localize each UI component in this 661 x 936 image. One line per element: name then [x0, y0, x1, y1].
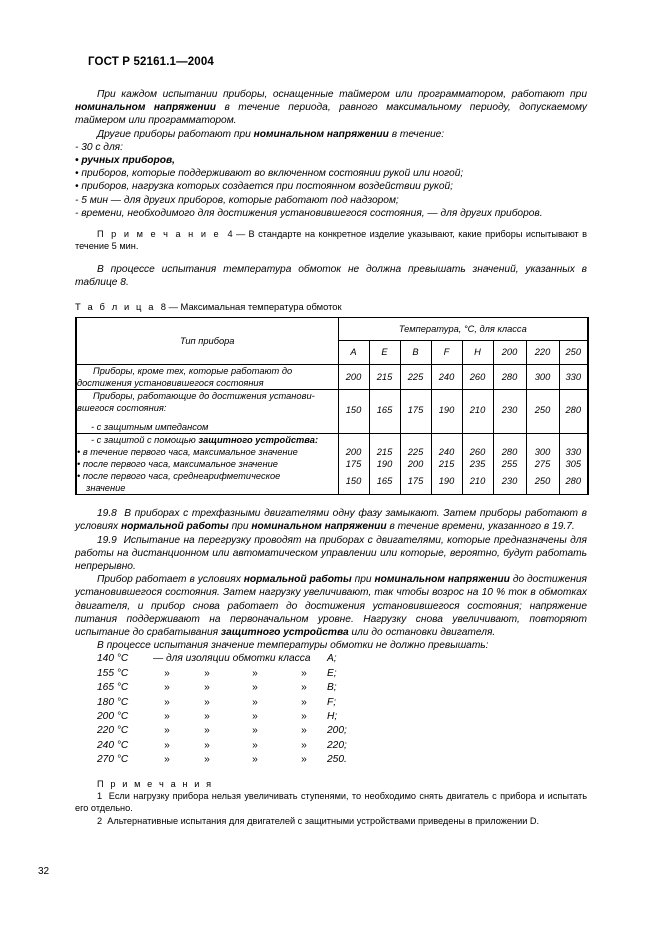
notes-heading-text: П р и м е ч а н и я [97, 778, 214, 789]
para2-bold-rated-voltage: номинальном напряжении [253, 128, 389, 140]
para-19-8-bold-normal-operation: нормальной работы [120, 521, 229, 533]
table-cell [400, 434, 431, 447]
ditto-mark: » [204, 754, 210, 766]
list-item-5min: - 5 мин — для других приборов, которые работают под надзором; [75, 194, 399, 206]
list-item [97, 753, 347, 767]
table-cell: 255 [493, 458, 526, 470]
table-cell: 250 [526, 390, 559, 434]
table-cell: 200 [400, 458, 431, 470]
note-item-1 [75, 790, 587, 815]
temp-class: B; [327, 682, 337, 694]
table-8-caption-number: 8 [160, 301, 166, 313]
ditto-mark: » [252, 754, 258, 766]
table-row [76, 458, 588, 470]
table-8-col-type: Тип прибора [76, 318, 338, 365]
table-cell: 260 [462, 446, 493, 458]
table-cell [559, 434, 588, 447]
table-cell: 280 [493, 365, 526, 390]
table-cell: 175 [400, 470, 431, 495]
table-8-class-250: 250 [559, 340, 588, 365]
temp-value: 165 °С [97, 682, 129, 694]
temp-first-desc: — для изоляции обмотки класса [153, 653, 311, 665]
table-cell: 175 [400, 390, 431, 434]
table-8-row1-label [76, 365, 338, 390]
table-row [76, 446, 588, 458]
list-item-steady-state: - времени, необходимого для достижения установившегося состояния, — для других приборов. [75, 207, 543, 219]
table-cell: 175 [338, 458, 369, 470]
table-row [76, 390, 588, 434]
para-19-9-text: Испытание на перегрузку проводят на приборах с двигателями, которые предназначены для работы на дистанционном или автоматическом управлении или которые, вероятно, будут работать непрерывно. [75, 534, 587, 573]
list-item [97, 681, 347, 695]
paragraph-other-appliances [75, 128, 587, 141]
table-cell: 210 [462, 470, 493, 495]
para4-bold-protective-device: защитного устройства [220, 627, 349, 639]
note-item-2 [75, 815, 587, 827]
table-cell: 300 [526, 446, 559, 458]
para-19-8-seg-a: В приборах с трехфазными двигателями одну фазу замыкают. Затем приборы работают в условиях [75, 508, 587, 533]
list-item-handheld [75, 154, 587, 167]
table-cell: 150 [338, 470, 369, 495]
page-content [75, 88, 587, 827]
para1-bold-rated-voltage: номинальном напряжении [75, 102, 216, 114]
table-cell: 190 [431, 470, 462, 495]
ditto-mark: » [301, 667, 307, 679]
ditto-mark: » [252, 739, 258, 751]
paragraph-timer-programmer [75, 88, 587, 128]
ditto-mark: » [252, 667, 258, 679]
table-8-row4-text [77, 434, 338, 446]
paragraph-overload-test [75, 573, 587, 639]
para4-bold-rated-voltage: номинальном напряжении [374, 574, 510, 586]
page-number: 32 [38, 866, 50, 877]
table-cell [526, 434, 559, 447]
list-item [97, 667, 347, 681]
note-4-label: П р и м е ч а н и е [97, 229, 221, 240]
table-8-row7-line2: значение [86, 483, 126, 494]
table-8-max-winding-temperature [75, 317, 589, 495]
para-19-8-bold-rated-voltage: номинальном напряжении [251, 521, 387, 533]
list-item-handheld-label: • ручных приборов, [75, 155, 175, 167]
para-19-9-number: 19.9 [97, 534, 117, 546]
para2-seg-c: в течение: [388, 128, 445, 140]
table-8-row1-line1: Приборы, кроме тех, которые работают до [93, 366, 293, 377]
para-19-8-seg-c: при [228, 521, 252, 533]
ditto-mark: » [301, 725, 307, 737]
table-cell: 330 [559, 365, 588, 390]
ditto-mark: » [301, 739, 307, 751]
table-8-row5-text: • в течение первого часа, максимальное значение [77, 447, 298, 458]
ditto-mark: » [204, 711, 210, 723]
ditto-mark: » [252, 696, 258, 708]
notes-heading [75, 778, 587, 790]
temp-class: A; [327, 653, 337, 665]
para4-seg-a: Прибор работает в условиях [97, 574, 244, 586]
ditto-mark: » [164, 682, 170, 694]
table-8-row5-label [76, 446, 338, 458]
table-8-caption-title: — Максимальная температура обмоток [168, 301, 342, 313]
para4-seg-e: до достижения установившегося состояния. Затем нагрузку увеличивают, так чтобы возрос на 10 % ток в обмотках двигателя, и прибор снова работает до достижения установившегося состояния; напряжение питания поддерживают на первоначальном уровне. Нагрузку снова увеличивают, повторяют испытание до срабатывания [75, 574, 587, 639]
table-8-row2-label [76, 390, 338, 434]
table-cell: 165 [369, 470, 400, 495]
table-8-row6-label [76, 458, 338, 470]
table-cell: 260 [462, 365, 493, 390]
table-cell: 240 [431, 446, 462, 458]
ditto-mark: » [252, 711, 258, 723]
ditto-mark: » [164, 725, 170, 737]
list-item-30s: - 30 с для: [75, 141, 123, 153]
ditto-mark: » [301, 682, 307, 694]
table-8-col-temp-group: Температура, °С, для класса [338, 318, 588, 340]
table-8-class-a: A [338, 340, 369, 365]
table-cell: 250 [526, 470, 559, 495]
para-19-8-number: 19.8 [97, 508, 117, 520]
list-item [97, 739, 347, 753]
table-cell: 280 [493, 446, 526, 458]
table-8-caption-label: Т а б л и ц а [75, 301, 156, 313]
note-item-2-text: Альтернативные испытания для двигателей с защитными устройствами приведены в приложении D. [107, 815, 540, 826]
table-8-row7-line1: • после первого часа, среднеарифметическое [77, 471, 281, 482]
table-cell: 240 [431, 365, 462, 390]
list-item-held-on: • приборов, которые поддерживают во включенном состоянии рукой или ногой; [75, 168, 464, 180]
temp-value: 270 °С [97, 754, 129, 766]
table-cell: 215 [369, 365, 400, 390]
table-8-row7-label [76, 470, 338, 495]
ditto-mark: » [301, 696, 307, 708]
temp-class: H; [327, 711, 338, 723]
note-item-2-number: 2 [97, 815, 103, 826]
table-8-row2-line1: Приборы, работающие до достижения установи- [93, 391, 315, 402]
table-cell: 210 [462, 390, 493, 434]
table-cell: 330 [559, 446, 588, 458]
note-4-number: 4 [227, 229, 233, 240]
temp-class: E; [327, 667, 337, 679]
list-item [97, 696, 347, 710]
temp-class: 250. [327, 754, 347, 766]
table-cell [431, 434, 462, 447]
document-header-standard-id: ГОСТ Р 52161.1—2004 [88, 56, 214, 68]
ditto-mark: » [301, 711, 307, 723]
list-item-loaded-by-hand: • приборов, нагрузка которых создается при постоянном воздействии рукой; [75, 181, 454, 193]
temp-class: F; [327, 696, 337, 708]
table-8-class-h: H [462, 340, 493, 365]
para4-seg-g: или до остановки двигателя. [348, 627, 496, 639]
temp-value: 155 °С [97, 667, 129, 679]
table-8-header-row-1 [76, 318, 588, 340]
temp-class: 200; [327, 725, 347, 737]
table-8-row4-label [76, 434, 338, 447]
paragraph-19-8 [75, 507, 587, 533]
table-cell: 280 [559, 470, 588, 495]
table-cell: 230 [493, 390, 526, 434]
para4-bold-normal-operation: нормальной работы [243, 574, 352, 586]
note-item-1-text: Если нагрузку прибора нельзя увеличивать ступенями, то необходимо снять двигатель с прибора и испытать его отдельно. [75, 791, 587, 814]
table-8-row4-seg-a: - с защитой с помощью [91, 435, 199, 446]
table-8-row6-text: • после первого часа, максимальное значение [77, 459, 278, 470]
temp-value: 140 °С [97, 653, 129, 665]
table-cell: 275 [526, 458, 559, 470]
ditto-mark: » [164, 739, 170, 751]
ditto-mark: » [204, 667, 210, 679]
temp-value: 180 °С [97, 696, 129, 708]
para1-seg-a: При каждом испытании приборы, оснащенные таймером или программатором, работают при [97, 89, 587, 100]
paragraph-temperature-limit-intro: В процессе испытания значение температуры обмотки не должно превышать: [97, 640, 489, 652]
table-row [76, 365, 588, 390]
ditto-mark: » [204, 682, 210, 694]
table-cell: 305 [559, 458, 588, 470]
paragraph-winding-temperature: В процессе испытания температура обмоток не должна превышать значений, указанных в таблице 8. [75, 263, 587, 289]
table-8-row3-label: - с защитным импедансом [91, 422, 209, 433]
ditto-mark: » [204, 696, 210, 708]
para1-seg-c: в течение периода, равного максимальному периоду, допускаемому таймером или программатором. [75, 102, 587, 127]
table-cell: 200 [338, 365, 369, 390]
table-cell: 200 [338, 446, 369, 458]
ditto-mark: » [164, 667, 170, 679]
table-8-class-e: E [369, 340, 400, 365]
table-8-class-200: 200 [493, 340, 526, 365]
table-cell: 165 [369, 390, 400, 434]
temp-value: 220 °С [97, 725, 129, 737]
table-cell: 225 [400, 446, 431, 458]
table-8-row4-seg-b-bold: защитного устройства: [198, 435, 319, 446]
temp-value: 240 °С [97, 739, 129, 751]
table-row [76, 470, 588, 495]
table-cell [338, 434, 369, 447]
ditto-mark: » [164, 711, 170, 723]
table-cell: 300 [526, 365, 559, 390]
table-cell [369, 434, 400, 447]
ditto-mark: » [252, 725, 258, 737]
table-cell [493, 434, 526, 447]
temperature-class-list [97, 652, 347, 767]
table-cell: 150 [338, 390, 369, 434]
table-8-caption [75, 301, 587, 312]
ditto-mark: » [301, 754, 307, 766]
table-cell: 235 [462, 458, 493, 470]
table-8-row1-line2: достижения установившегося состояния [77, 378, 264, 389]
list-item [97, 710, 347, 724]
table-row [76, 434, 588, 447]
para-19-8-seg-e: в течение времени, указанного в 19.7. [386, 521, 575, 533]
table-cell: 190 [431, 390, 462, 434]
temp-value: 200 °С [97, 711, 129, 723]
ditto-mark: » [164, 754, 170, 766]
note-4-text: — В стандарте на конкретное изделие указывают, какие приборы испытывают в течение 5 мин. [75, 229, 587, 252]
table-8-class-f: F [431, 340, 462, 365]
table-cell: 225 [400, 365, 431, 390]
table-8-class-220: 220 [526, 340, 559, 365]
ditto-mark: » [204, 739, 210, 751]
table-8-row2-line2: вшегося состояния: [77, 403, 167, 414]
paragraph-19-9 [75, 534, 587, 574]
list-item [97, 724, 347, 738]
note-4 [75, 228, 587, 253]
table-cell: 280 [559, 390, 588, 434]
table-cell [462, 434, 493, 447]
table-8-class-b: B [400, 340, 431, 365]
table-cell: 215 [431, 458, 462, 470]
para4-seg-c: при [351, 574, 375, 586]
ditto-mark: » [252, 682, 258, 694]
ditto-mark: » [204, 725, 210, 737]
table-cell: 215 [369, 446, 400, 458]
list-item [97, 652, 347, 666]
temp-class: 220; [327, 739, 347, 751]
table-cell: 190 [369, 458, 400, 470]
para2-seg-a: Другие приборы работают при [97, 128, 254, 140]
table-cell: 230 [493, 470, 526, 495]
note-item-1-number: 1 [97, 791, 103, 802]
ditto-mark: » [164, 696, 170, 708]
